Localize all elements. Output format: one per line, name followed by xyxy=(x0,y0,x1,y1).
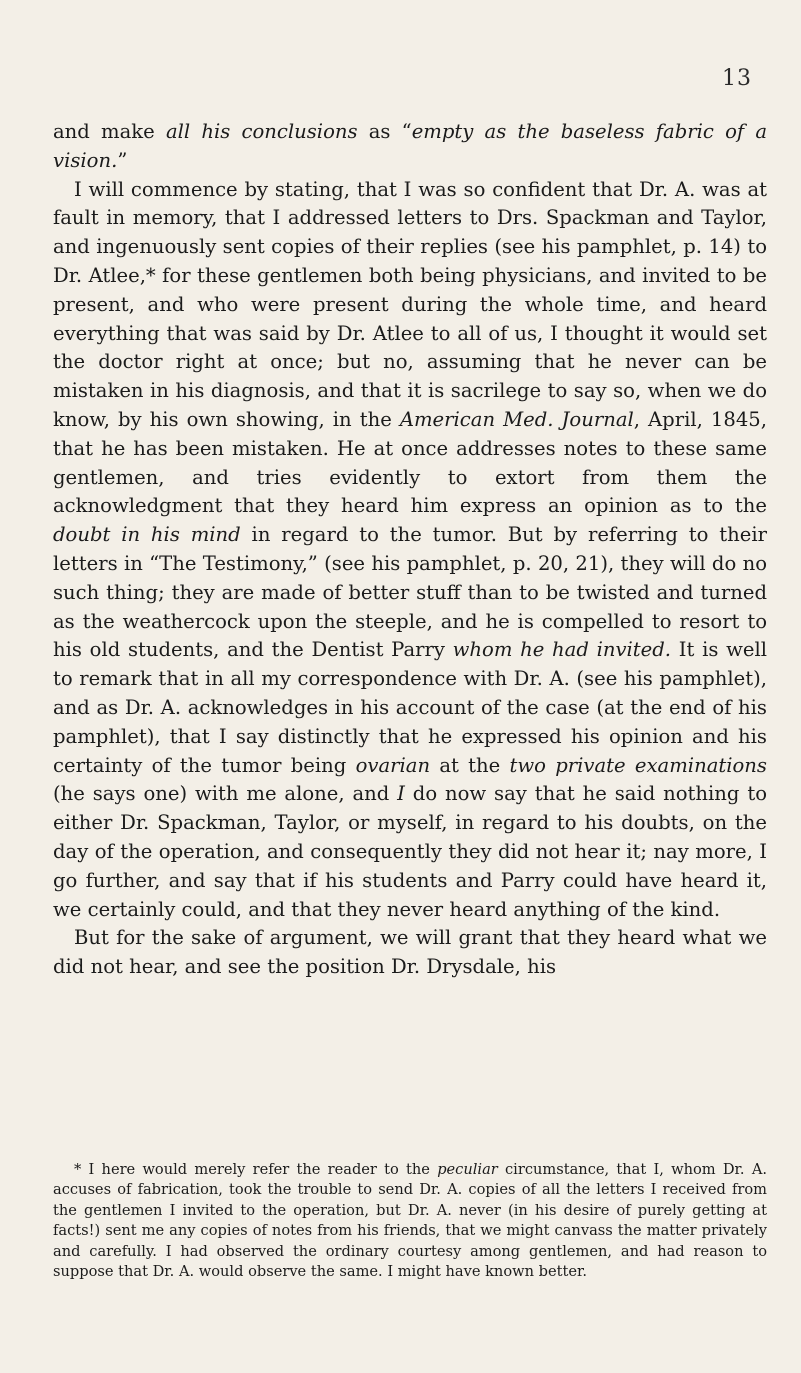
footnote: * I here would merely refer the reader to the peculiar circumstance, that I, whom Dr. A. accuses of fabrication, took the trouble to send Dr. A. copies of all the letters I received from the gentlemen I invited to the operation, but Dr. A. never (in his desire of purely getting at facts!) sent me any copies of notes from his friends, that we might canvass the matter privately and carefully. I had observed the ordinary courtesy among gentlemen, and had reason to suppose that Dr. A. would observe the same. I might have known better. xyxy=(53,1161,767,1281)
paragraph-continuation: and make all his conclusions as “empty as the baseless fabric of a vision.” xyxy=(53,120,768,172)
body-text xyxy=(53,118,767,982)
page-number: 13 xyxy=(722,66,752,91)
paragraph-argument: But for the sake of argument, we will grant that they heard what we did not hear, and see the position Dr. Drysdale, his xyxy=(53,926,767,979)
paragraph-commence: I will commence by stating, that I was so confident that Dr. A. was at fault in memory, that I addressed letters to Drs. Spackman and Taylor, and ingenuously sent copies of their replies (see his pamphlet, p. 14) to Dr. Atlee,* for these gentlemen both being physicians, and invited to be present, and who were present during the whole time, and heard everything that was said by Dr. Atlee to all of us, I thought it would set the doctor right at once; but no, assuming that he never can be mistaken in his diagnosis, and that it is sacrilege to say so, when we do know, by his own showing, in the American Med. Journal, April, 1845, that he has been mistaken. He at once addresses notes to these same gentlemen, and tries evidently to extort from them the acknowledgment that they heard him express an opinion as to the doubt in his mind in regard to the tumor. But by referring to their letters in “The Testimony,” (see his pamphlet, p. 20, 21), they will do no such thing; they are made of better stuff than to be twisted and turned as the weathercock upon the steeple, and he is compelled to resort to his old students, and the Dentist Parry whom he had invited. It is well to remark that in all my correspondence with Dr. A. (see his pamphlet), and as Dr. A. acknowledges in his account of the case (at the end of his pamphlet), that I say distinctly that he expressed his opinion and his certainty of the tumor being ovarian at the two private examinations (he says one) with me alone, and I do now say that he said nothing to either Dr. Spackman, Taylor, or myself, in regard to his doubts, on the day of the operation, and consequently they did not hear it; nay more, I go further, and say that if his students and Parry could have heard it, we certainly could, and that they never heard anything of the kind. xyxy=(53,177,767,921)
